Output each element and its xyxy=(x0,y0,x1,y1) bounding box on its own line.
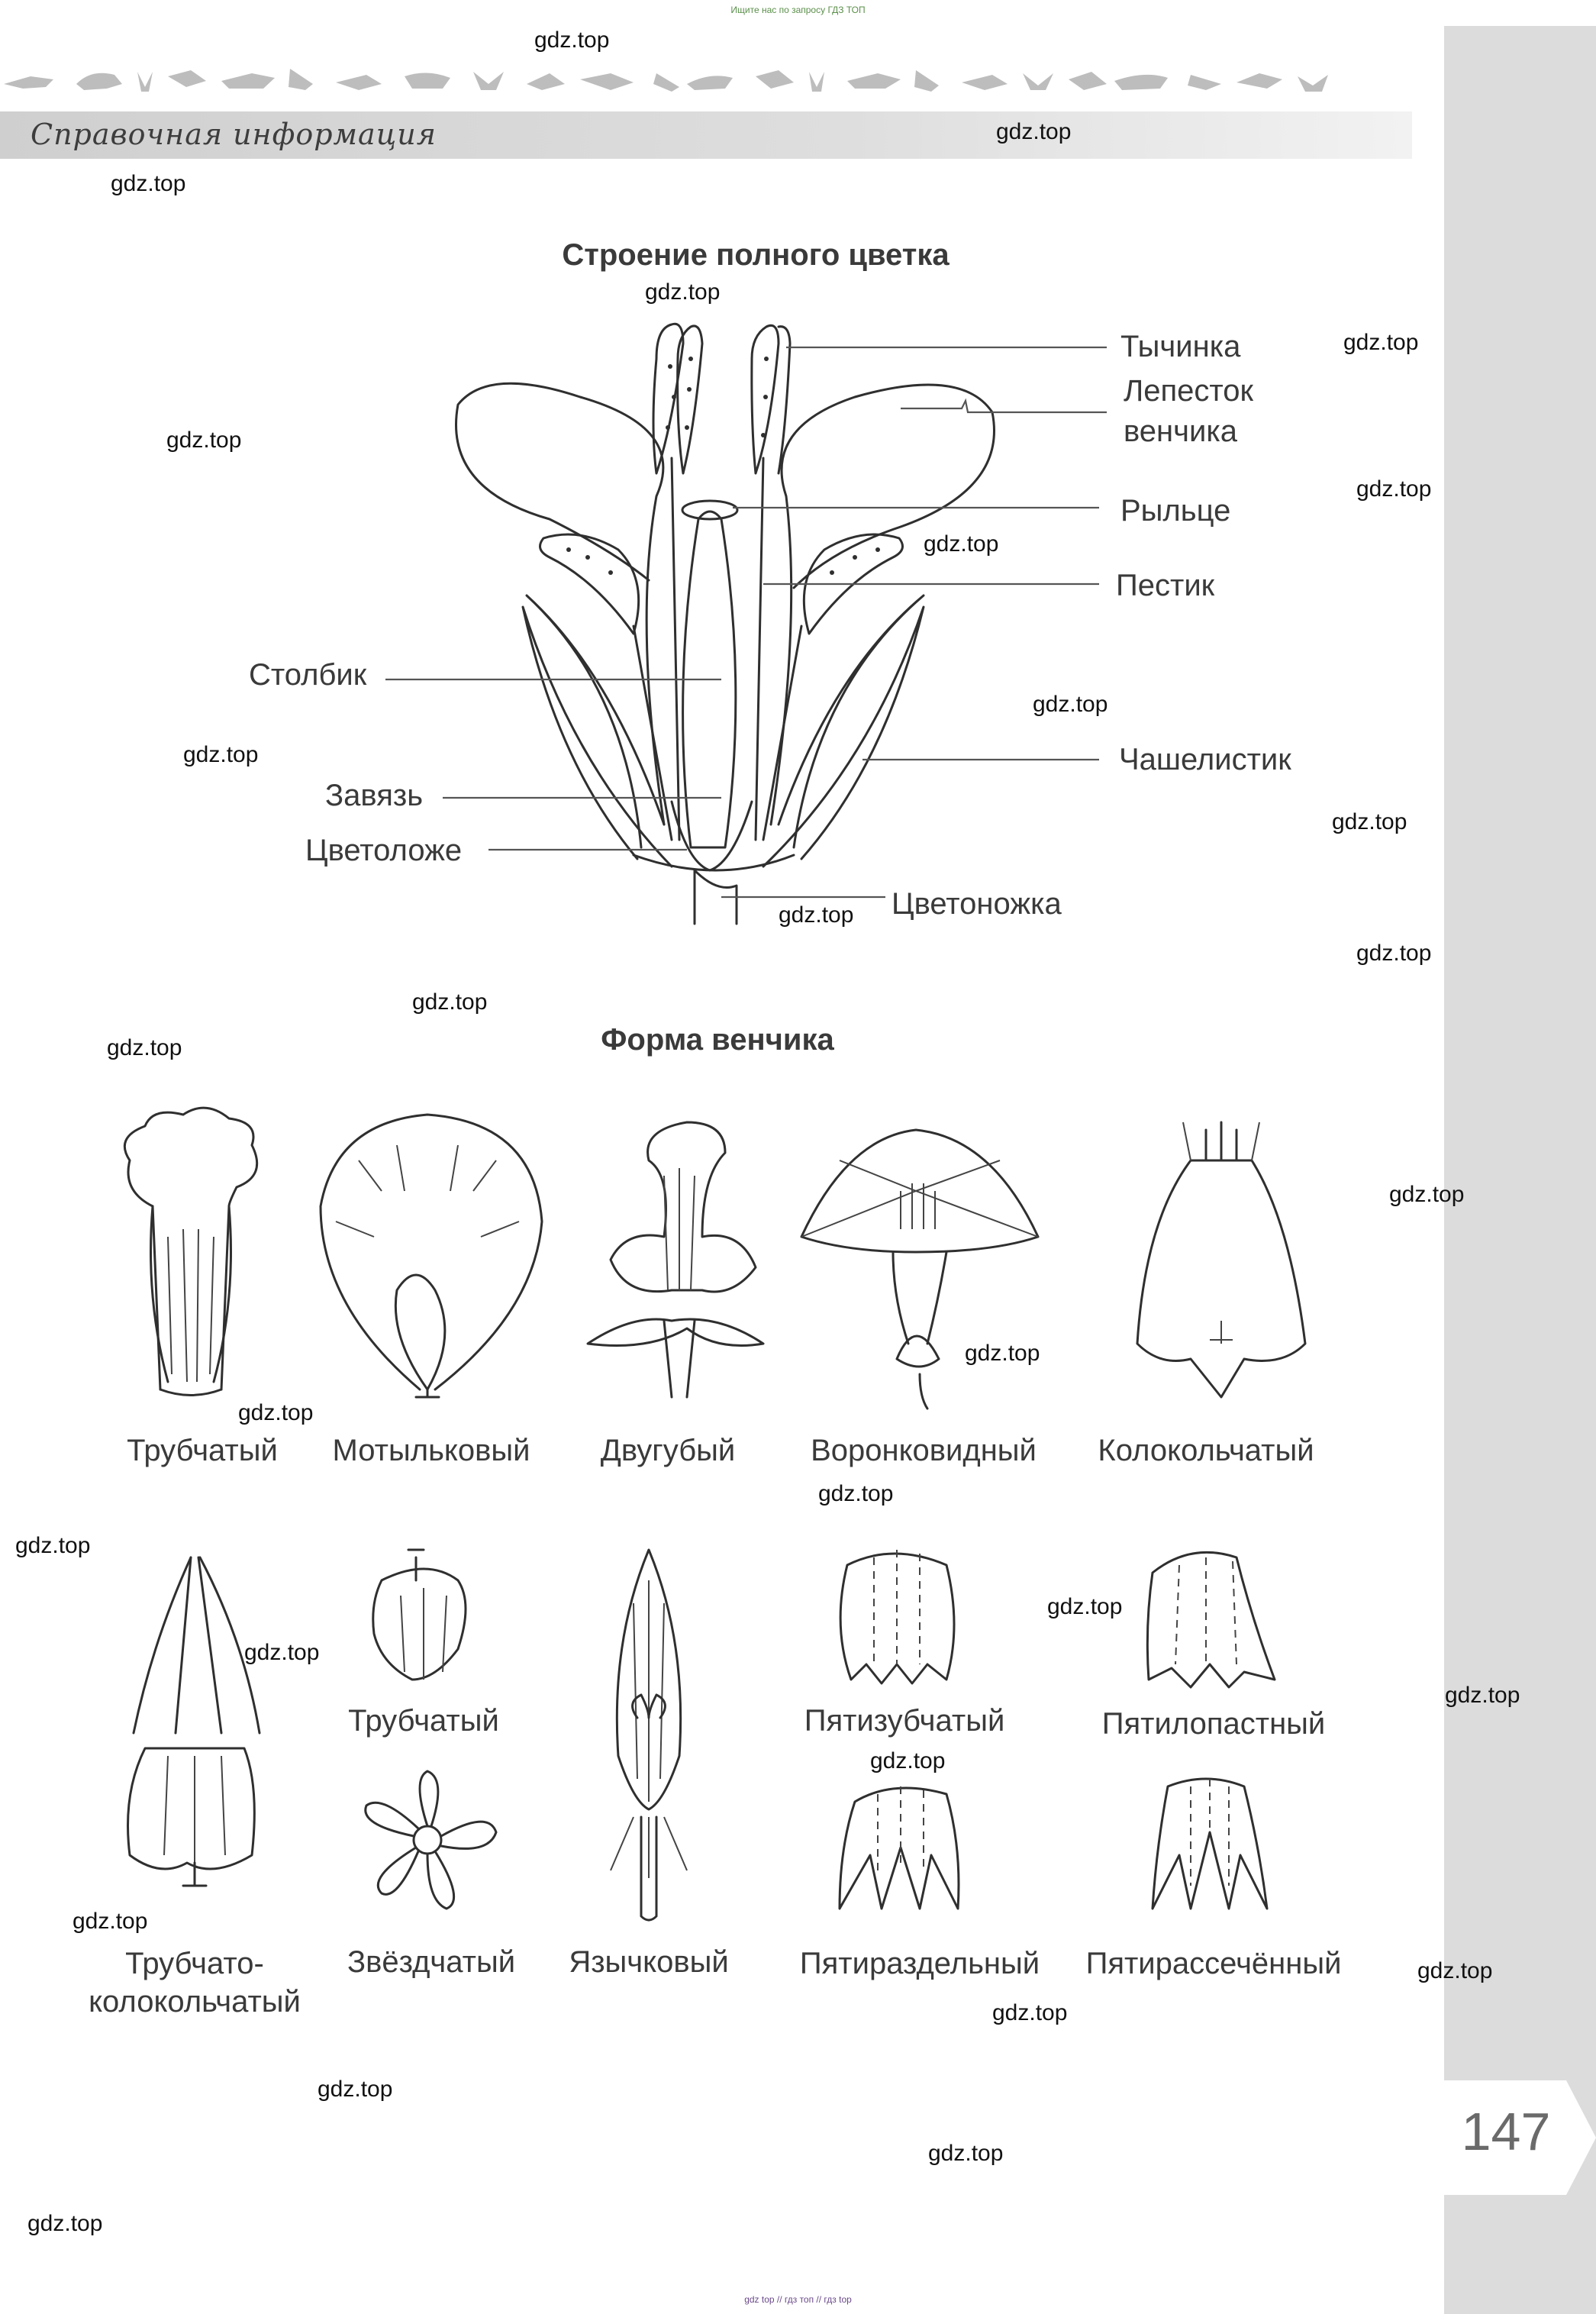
page-number: 147 xyxy=(1461,2102,1551,2161)
watermark: gdz.top xyxy=(1445,1683,1520,1708)
caption-funnelform: Воронковидный xyxy=(811,1434,1037,1467)
watermark: gdz.top xyxy=(818,1481,894,1506)
corolla-tubular-1 xyxy=(124,1108,256,1395)
watermark: gdz.top xyxy=(166,428,242,453)
corolla-tubular-bell xyxy=(128,1557,260,1886)
watermark: gdz.top xyxy=(928,2141,1004,2166)
watermark: gdz.top xyxy=(1417,1958,1493,1983)
caption-tubular-2: Трубчатый xyxy=(348,1704,499,1738)
watermark: gdz.top xyxy=(183,742,259,767)
label-pedicel: Цветоножка xyxy=(892,887,1062,921)
corolla-five-dissected xyxy=(1153,1779,1267,1909)
label-ovary: Завязь xyxy=(325,779,424,812)
corolla-five-parted xyxy=(840,1786,959,1909)
watermark: gdz.top xyxy=(244,1640,320,1665)
corolla-campanulate xyxy=(1137,1122,1305,1397)
watermark: gdz.top xyxy=(1033,692,1108,717)
top-note: Ищите нас по запросу ГДЗ ТОП xyxy=(730,5,866,15)
label-petal-line1: Лепесток xyxy=(1124,374,1254,408)
caption-stellate: Звёздчатый xyxy=(347,1945,516,1979)
watermark: gdz.top xyxy=(15,1533,91,1558)
corolla-papilionaceous xyxy=(321,1115,542,1397)
caption-five-parted: Пятираздельный xyxy=(799,1947,1040,1980)
watermark: gdz.top xyxy=(1389,1182,1465,1207)
caption-five-lobed: Пятилопастный xyxy=(1101,1707,1326,1741)
watermark: gdz.top xyxy=(1332,809,1407,834)
watermark: gdz.top xyxy=(318,2077,393,2102)
header-title: Справочная информация xyxy=(31,118,437,151)
section-title-flower-structure: Строение полного цветка xyxy=(562,238,950,272)
watermark: gdz.top xyxy=(924,531,999,557)
section-title-corolla-shape: Форма венчика xyxy=(601,1023,834,1057)
watermark: gdz.top xyxy=(992,2000,1068,2025)
label-petal-line2: венчика xyxy=(1124,415,1237,448)
label-receptacle: Цветоложе xyxy=(305,834,463,867)
caption-bilabiate: Двугубый xyxy=(600,1434,736,1467)
watermark: gdz.top xyxy=(1047,1594,1123,1619)
corolla-funnelform xyxy=(801,1130,1038,1409)
watermark: gdz.top xyxy=(965,1341,1040,1366)
watermark: gdz.top xyxy=(870,1748,946,1773)
caption-tubular-bell-line1: Трубчато- xyxy=(125,1947,264,1980)
caption-campanulate: Колокольчатый xyxy=(1098,1434,1314,1467)
corolla-five-lobed xyxy=(1147,1552,1275,1687)
watermark: gdz.top xyxy=(534,27,610,53)
label-stigma: Рыльце xyxy=(1120,494,1231,528)
watermark: gdz.top xyxy=(27,2211,103,2236)
watermark: gdz.top xyxy=(111,171,186,196)
watermark: gdz.top xyxy=(412,989,488,1015)
corolla-stellate xyxy=(366,1771,496,1909)
corolla-tubular-2 xyxy=(373,1550,466,1680)
watermark: gdz.top xyxy=(1356,476,1432,502)
label-sepal: Чашелистик xyxy=(1119,743,1291,776)
caption-five-toothed: Пятизубчатый xyxy=(804,1704,1005,1738)
caption-five-dissected: Пятирассечённый xyxy=(1085,1947,1342,1980)
corolla-five-toothed xyxy=(840,1550,954,1683)
watermark: gdz.top xyxy=(73,1909,148,1934)
footer-note: gdz top // гдз топ // гдз top xyxy=(744,2294,852,2305)
watermark: gdz.top xyxy=(107,1035,182,1060)
watermark: gdz.top xyxy=(645,279,721,305)
corolla-ligulate xyxy=(611,1550,687,1920)
caption-ligulate: Язычковый xyxy=(569,1945,729,1979)
label-style: Столбик xyxy=(249,658,367,692)
watermark: gdz.top xyxy=(1343,330,1419,355)
watermark: gdz.top xyxy=(779,902,854,928)
corolla-bilabiate xyxy=(588,1122,763,1397)
caption-tubular-bell-line2: колокольчатый xyxy=(89,1985,301,2019)
label-pistil: Пестик xyxy=(1116,569,1215,602)
caption-tubular: Трубчатый xyxy=(127,1434,278,1467)
watermark: gdz.top xyxy=(238,1400,314,1425)
label-stamen: Тычинка xyxy=(1120,330,1241,363)
caption-papilionaceous: Мотыльковый xyxy=(332,1434,530,1467)
watermark: gdz.top xyxy=(1356,941,1432,966)
watermark: gdz.top xyxy=(996,119,1072,144)
